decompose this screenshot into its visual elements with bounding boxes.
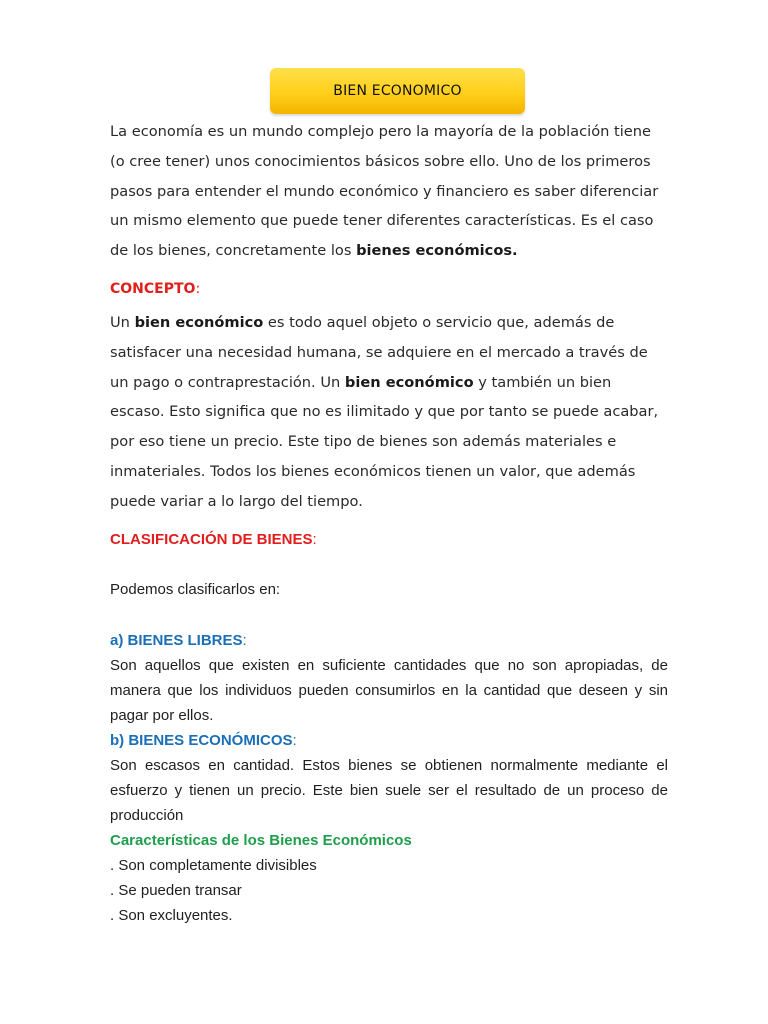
- bienes-libres-colon: :: [242, 632, 247, 649]
- title-banner: [270, 68, 525, 114]
- caracteristica-item: . Son excluyentes.: [110, 907, 233, 924]
- intro-bold-term: bienes económicos.: [356, 242, 518, 260]
- bienes-economicos-colon: :: [292, 732, 297, 749]
- concepto-bold-1: bien económico: [134, 314, 264, 331]
- intro-text: La economía es un mundo complejo pero la mayoría de la población tiene (o cree tener) unos conocimientos básicos sobre ello. Uno de los primeros pasos para entender el mundo económico y financiero es saber diferenciar un mismo elemento que puede tener diferentes características. Es el caso de los bienes, concretamente los: [110, 123, 659, 260]
- concepto-text-2: es todo aquel objeto o servicio que, además de satisfacer una necesidad humana, se adquiere en el mercado a través de un pago o contraprestación. Un: [110, 314, 648, 391]
- clasificacion-lead: [110, 577, 668, 602]
- concepto-paragraph: [110, 308, 670, 517]
- concepto-colon: :: [195, 281, 201, 297]
- concepto-text-3: y también un bien escaso. Esto significa que no es ilimitado y que por tanto se puede acabar, por eso tiene un precio. Este tipo de bienes son además materiales e inmateriales. Todos los bienes económicos tienen un valor, que además puede variar a lo largo del tiempo.: [110, 373, 659, 510]
- bienes-libres-text: Son aquellos que existen en suficiente cantidades que no son apropiadas, de manera que los individuos pueden consumirlos en la cantidad que deseen y sin pagar por ellos.: [110, 657, 668, 724]
- concepto-heading-text: CONCEPTO: [110, 281, 196, 297]
- document-title: BIEN ECONOMICO: [333, 83, 462, 99]
- caracteristica-item: . Son completamente divisibles: [110, 857, 317, 874]
- clasificacion-colon: :: [312, 531, 317, 548]
- concepto-text-1: Un: [110, 314, 135, 331]
- clasificacion-heading-text: CLASIFICACIÓN DE BIENES: [110, 531, 313, 548]
- intro-paragraph: [110, 117, 670, 266]
- clasificacion-heading: [110, 527, 668, 552]
- bienes-libres-heading: a) BIENES LIBRES: [110, 632, 243, 649]
- concepto-heading: [110, 281, 200, 297]
- caracteristicas-heading: Características de los Bienes Económicos: [110, 832, 412, 849]
- concepto-bold-2: bien económico: [344, 373, 474, 391]
- bienes-economicos-text: Son escasos en cantidad. Estos bienes se obtienen normalmente mediante el esfuerzo y tienen un precio. Este bien suele ser el resultado de un proceso de producción: [110, 757, 668, 824]
- caracteristica-item: . Se pueden transar: [110, 882, 242, 899]
- bienes-economicos-heading: b) BIENES ECONÓMICOS: [110, 732, 293, 749]
- bienes-libres-section: [110, 628, 668, 928]
- clasificacion-lead-text: Podemos clasificarlos en:: [110, 581, 281, 598]
